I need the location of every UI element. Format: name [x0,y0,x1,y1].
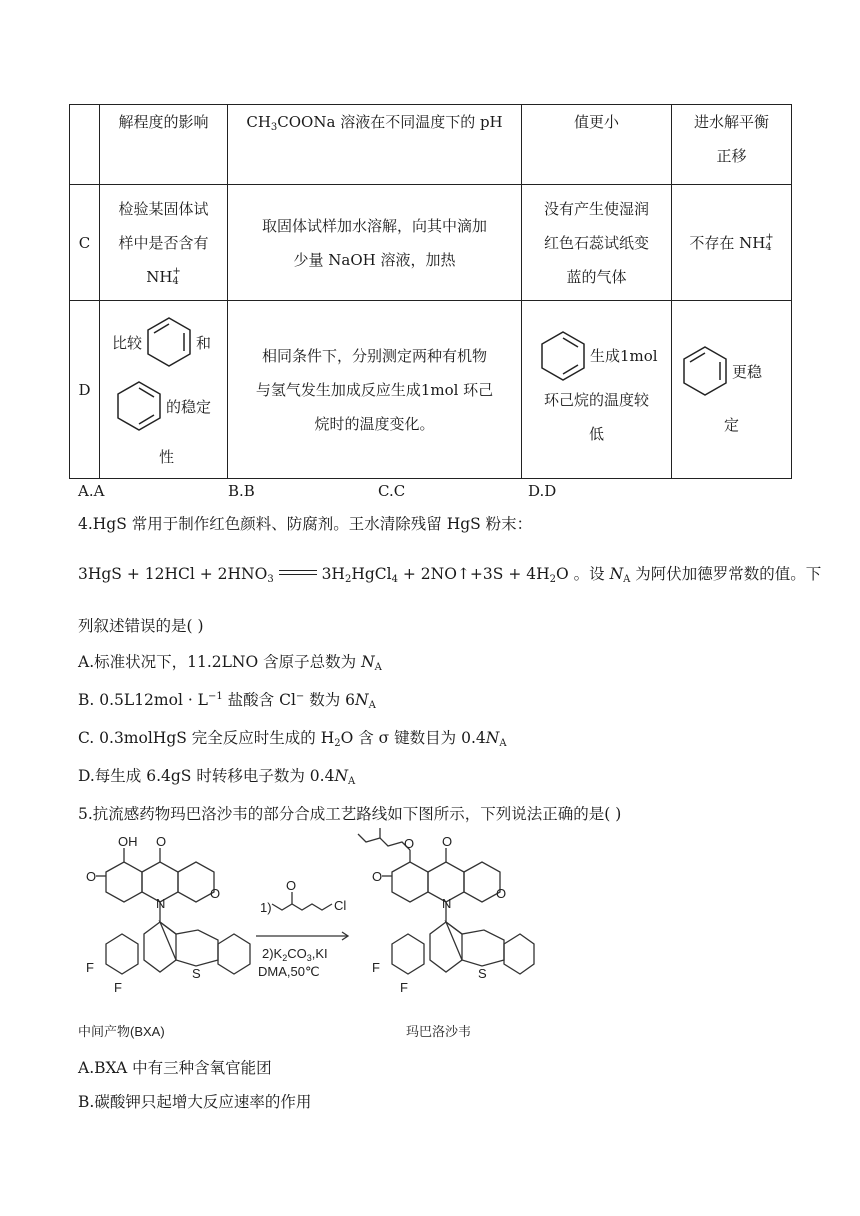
reaction-equation: $3HgS + 12HCl + 2HNO_3$ $3H_2HgCl_4$ + 2NO↑+3S + $4H_2O$ 。设 $N_A$ 为阿伏加德罗常数的值。下 [78,565,822,585]
atom-n: N [442,896,452,911]
atom-s: S [478,966,487,981]
question-4-stem-2: 列叙述错误的是( ) [78,617,204,635]
atom-n: N [156,896,166,911]
atom-o: O [210,886,221,901]
table-cell: 检验某固体试 样中是否含有 NH+ 4 [100,185,228,301]
table-cell: 值更小 [522,105,672,185]
atom-cl: Cl [334,898,347,913]
atom-f: F [400,980,408,995]
cyclohexadiene-icon [536,329,590,383]
ammonium-formula: NH+ 4 [146,265,181,287]
table-cell: 更稳 定 [672,301,792,479]
compound-label-product: 玛巴洛沙韦 [406,1024,472,1039]
table-cell: 相同条件下，分别测定两种有机物 与氢气发生加成反应生成1mol 环己 烷时的温度变化。 [228,301,522,479]
row-label: C [70,185,100,301]
option-b: B.B [228,482,255,500]
option-c: C.C [378,482,406,500]
q4-option-c: C. 0.3molHgS 完全反应时生成的 $H_2O$ 含 σ 键数目为 $0.4N_A$ [78,729,507,749]
atom-o: O [404,836,415,851]
reagent-step-1: 1) [260,900,272,915]
row-label: D [70,301,100,479]
atom-o: O [496,886,507,901]
table-cell: 没有产生使湿润 红色石蕊试纸变 蓝的气体 [522,185,672,301]
q4-option-b: B. $0.5L12mol \cdot L^{-1}$ 盐酸含 Cl− 数为 $6N_A$ [78,691,376,711]
atom-f: F [372,960,380,975]
question-4-stem: 4.HgS 常用于制作红色颜料、防腐剂。王水清除残留 HgS 粉末： [78,515,533,533]
table-cell: 取固体试样加水溶解，向其中滴加 少量 NaOH 溶液，加热 [228,185,522,301]
table-cell: $CH_3COONa$ 溶液在不同温度下的 pH [228,105,522,185]
atom-o: O [372,869,383,884]
atom-o: O [86,869,97,884]
equals-sign-icon [279,570,317,575]
table-row [70,301,792,479]
reagent-conditions: DMA,50℃ [258,964,320,979]
option-d: D.D [528,482,557,500]
table-cell [70,105,100,185]
atom-o: O [442,834,453,849]
q5-option-a: A.BXA 中有三种含氧官能团 [78,1059,272,1077]
synthesis-scheme [76,826,536,1050]
atom-s: S [192,966,201,981]
atom-f: F [86,960,94,975]
table-cell: 比较 和 的稳定 性 [100,301,228,479]
table-cell: 生成1mol 环己烷的温度较 低 [522,301,672,479]
question-5-stem: 5.抗流感药物玛巴洛沙韦的部分合成工艺路线如下图所示，下列说法正确的是( ) [78,805,622,823]
table-row [70,185,792,301]
atom-oh: OH [118,834,138,849]
q5-option-b: B.碳酸钾只起增大反应速率的作用 [78,1093,312,1111]
experiment-table [69,104,792,479]
atom-f: F [114,980,122,995]
compound-label-bxa: 中间产物(BXA) [78,1024,165,1039]
cyclohexadiene-icon [678,344,732,398]
q4-option-a: A.标准状况下，11.2LNO 含原子总数为 $N_A$ [78,653,382,673]
atom-o: O [156,834,167,849]
atom-o: O [286,878,297,893]
cyclohexadiene-13-icon [142,315,196,369]
q4-option-d: D.每生成 6.4gS 时转移电子数为 $0.4N_A$ [78,767,356,787]
table-cell: 进水解平衡 正移 [672,105,792,185]
cyclohexadiene-14-icon [112,379,166,433]
reagent-step-2: $2)K_2CO_3,KI$ [262,946,328,963]
option-a: A.A [78,482,105,500]
table-cell: 解程度的影响 [100,105,228,185]
table-row [70,105,792,185]
table-cell: 不存在 NH+ 4 [672,185,792,301]
